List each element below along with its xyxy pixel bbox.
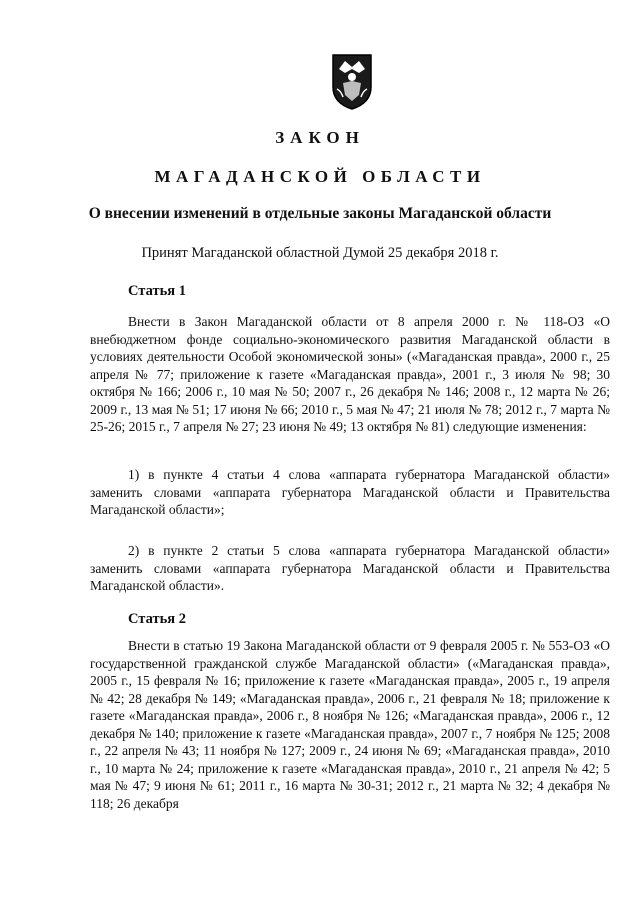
article-1-item-2-text: 2) в пункте 2 статьи 5 слова «аппарата губернатора Магаданской области» заменить словами «аппарата губернатора Магаданской области и Правительства Магаданской области». [90, 543, 610, 593]
law-title: ЗАКОН [275, 128, 365, 147]
coat-of-arms-icon [331, 53, 373, 111]
article-1-item-2 [90, 542, 610, 595]
article-1-item-1-text: 1) в пункте 4 статьи 4 слова «аппарата губернатора Магаданской области» заменить словами «аппарата губернатора Магаданской области и Правительства Магаданской области»; [90, 467, 610, 517]
law-subject: О внесении изменений в отдельные законы Магаданской области [88, 205, 552, 222]
article-1-intro [90, 313, 610, 436]
region-title: МАГАДАНСКОЙ ОБЛАСТИ [154, 167, 486, 186]
adoption-line: Принят Магаданской областной Думой 25 декабря 2018 г. [141, 245, 499, 261]
article-1-intro-text: Внести в Закон Магаданской области от 8 апреля 2000 г. № 118-ОЗ «О внебюджетном фонде социально-экономического развития Магаданской области в условиях деятельности Особой экономической зоны» («Магаданская правда», 2000 г., 25 апреля № 77; приложение к газете «Магаданская правда», 2001 г., 3 июля № 98; 30 октября № 166; 2006 г., 10 мая № 50; 2007 г., 26 декабря № 146; 2008 г., 12 марта № 26; 2009 г., 13 мая № 51; 17 июня № 66; 2010 г., 5 мая № 47; 21 июля № 78; 2012 г., 7 марта № 25-26; 2015 г., 7 апреля № 27; 23 июня № 49; 13 октября № 81) следующие изменения: [90, 314, 610, 434]
coat-of-arms-emblem [331, 53, 373, 111]
article-2-intro-text: Внести в статью 19 Закона Магаданской области от 9 февраля 2005 г. № 553-ОЗ «О государственной гражданской службе Магаданской области» («Магаданская правда», 2005 г., 15 февраля № 16; приложение к газете «Магаданская правда», 2005 г., 19 апреля № 42; 28 декабря № 149; «Магаданская правда», 2006 г., 21 февраля № 18; приложение к газете «Магаданская правда», 2006 г., 8 ноября № 126; «Магаданская правда», 2006 г., 12 декабря № 140; приложение к газете «Магаданская правда», 2007 г., 7 ноября № 125; 2008 г., 22 апреля № 43; 11 ноября № 127; 2009 г., 24 июня № 69; «Магаданская правда», 2010 г., 10 марта № 24; приложение к газете «Магаданская правда», 2010 г., 21 апреля № 42; 5 мая № 47; 9 июня № 61; 2011 г., 16 марта № 30-31; 2012 г., 21 марта № 32; 4 декабря № 118; 26 декабря [90, 638, 610, 811]
article-1-heading: Статья 1 [128, 283, 186, 299]
article-2-intro [90, 637, 610, 812]
article-2-heading: Статья 2 [128, 611, 186, 627]
article-1-item-1 [90, 466, 610, 519]
